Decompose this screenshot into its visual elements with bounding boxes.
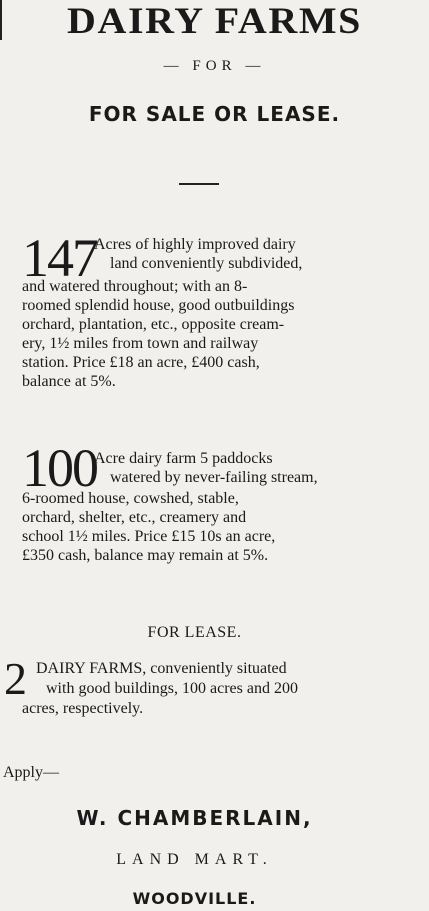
listing-line: land conveniently subdivided, bbox=[110, 255, 303, 272]
listing-number: 100 bbox=[22, 438, 97, 498]
agent-name: W. CHAMBERLAIN, bbox=[76, 806, 313, 830]
ad-subtitle: FOR SALE OR LEASE. bbox=[88, 102, 341, 126]
for-line: — FOR — bbox=[163, 58, 266, 74]
listing-line: station. Price £18 an acre, £400 cash, bbox=[22, 354, 260, 371]
ad-title: DAIRY FARMS bbox=[66, 1, 363, 42]
listing-line: £350 cash, balance may remain at 5%. bbox=[22, 547, 269, 564]
listing-line: Acre dairy farm 5 paddocks bbox=[94, 450, 273, 467]
listing-line: orchard, shelter, etc., creamery and bbox=[22, 509, 247, 526]
listing-line: ery, 1½ miles from town and railway bbox=[22, 335, 259, 352]
apply-label: Apply— bbox=[3, 764, 59, 781]
divider-rule bbox=[179, 183, 219, 185]
listing-line: roomed splendid house, good outbuildings bbox=[22, 297, 295, 314]
listing-line: DAIRY FARMS, conveniently situated bbox=[36, 660, 287, 677]
agent-office: LAND MART. bbox=[116, 851, 273, 868]
listing-number: 147 bbox=[22, 228, 97, 288]
lease-heading: FOR LEASE. bbox=[147, 624, 242, 641]
listing-line: balance at 5%. bbox=[22, 373, 116, 390]
listing-147-acres bbox=[22, 228, 388, 396]
listing-line: 6-roomed house, cowshed, stable, bbox=[22, 490, 239, 507]
listing-number: 2 bbox=[4, 653, 25, 704]
listing-line: orchard, plantation, etc., opposite cream- bbox=[22, 316, 285, 333]
listing-100-acres bbox=[22, 438, 388, 576]
listing-line: school 1½ miles. Price £15 10s an acre, bbox=[22, 528, 276, 545]
agent-town: WOODVILLE. bbox=[132, 889, 257, 908]
listing-line: Acres of highly improved dairy bbox=[94, 236, 296, 253]
listing-line: with good buildings, 100 acres and 200 bbox=[46, 680, 298, 697]
listing-line: watered by never-failing stream, bbox=[110, 469, 318, 486]
listing-lease bbox=[4, 653, 388, 726]
listing-line: acres, respectively. bbox=[22, 700, 144, 717]
listing-line: and watered throughout; with an 8- bbox=[22, 278, 248, 295]
